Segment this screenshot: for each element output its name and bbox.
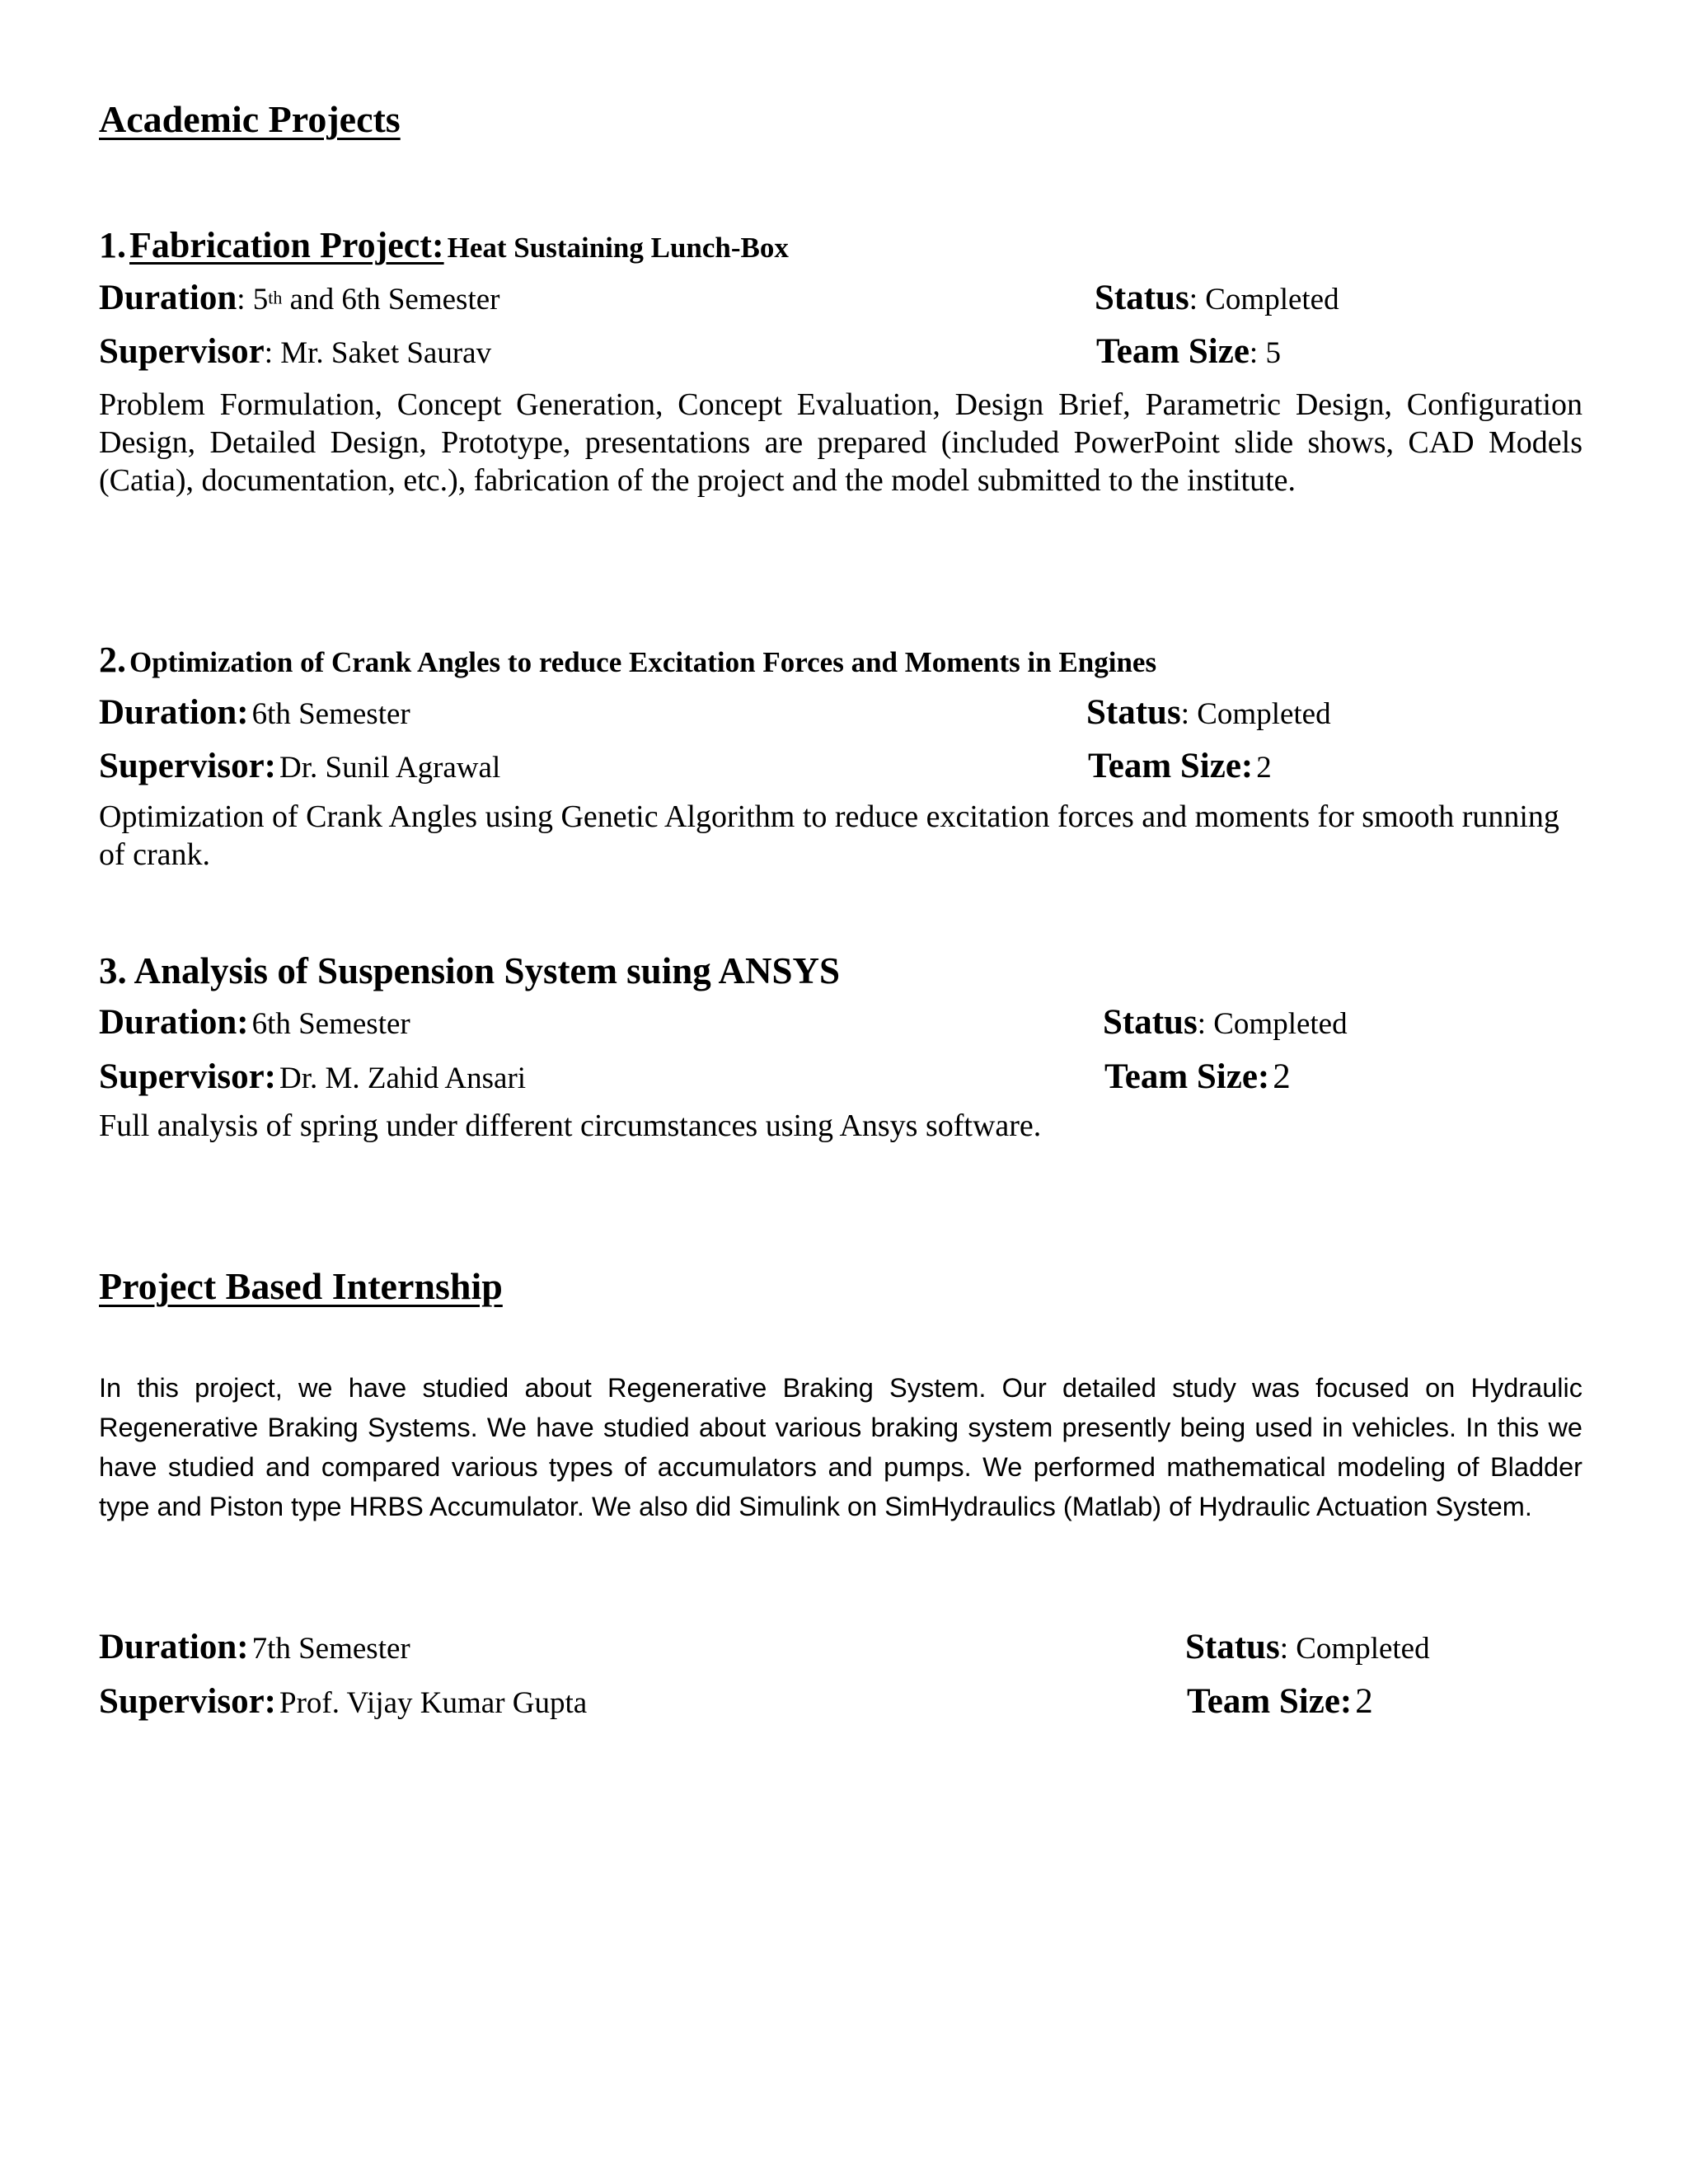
supervisor-value: Dr. Sunil Agrawal (279, 751, 501, 785)
supervisor-label: Supervisor: (99, 1057, 276, 1096)
team-size-label: Team Size: (1104, 1057, 1270, 1096)
project-1-title-main: Fabrication Project: (129, 225, 444, 265)
project-3-title: 3. Analysis of Suspension System suing ANSYS (99, 950, 841, 991)
status-value: Completed (1213, 1007, 1348, 1041)
supervisor-value: Prof. Vijay Kumar Gupta (279, 1686, 588, 1720)
duration-label: Duration: (99, 1628, 249, 1666)
duration-label: Duration: (99, 693, 249, 732)
status-label: Status (1086, 693, 1181, 732)
duration-value: 6th Semester (251, 697, 410, 731)
status-label: Status (1103, 1003, 1198, 1042)
project-2-supervisor (99, 746, 500, 786)
internship-heading: Project Based Internship (99, 1265, 503, 1307)
project-1-number: 1. (99, 225, 126, 265)
duration-value: 5 (252, 283, 269, 316)
supervisor-label: Supervisor: (99, 747, 276, 785)
supervisor-value: Dr. M. Zahid Ansari (279, 1062, 527, 1095)
team-size-value: 2 (1256, 751, 1272, 785)
project-1-team-size: Team Size: 5 (1096, 332, 1281, 371)
project-2-team-size (1088, 746, 1272, 786)
duration-value: 6th Semester (251, 1007, 410, 1041)
supervisor-label: Supervisor: (99, 1682, 276, 1721)
duration-superscript: th (268, 287, 283, 308)
project-3-description: Full analysis of spring under different circumstances using Ansys software. (99, 1108, 1042, 1143)
project-3-status: Status: Completed (1103, 1003, 1348, 1042)
internship-team-size (1187, 1681, 1373, 1722)
project-3-supervisor (99, 1057, 526, 1097)
team-size-label: Team Size (1096, 332, 1250, 371)
team-size-value: 5 (1265, 336, 1281, 370)
status-label: Status (1185, 1628, 1280, 1666)
team-size-label: Team Size: (1088, 747, 1254, 785)
project-1-duration: Duration: 5th and 6th Semester (99, 279, 500, 317)
project-1-title (99, 224, 789, 266)
project-1-status: Status: Completed (1095, 279, 1339, 317)
project-2-title (99, 639, 1156, 681)
status-value: Completed (1205, 283, 1339, 316)
duration-label: Duration: (99, 1003, 249, 1042)
team-size-label: Team Size: (1187, 1682, 1353, 1721)
supervisor-value: Mr. Saket Saurav (280, 336, 492, 370)
team-size-value: 2 (1355, 1682, 1373, 1721)
project-2-number: 2. (99, 640, 126, 680)
project-2-duration (99, 692, 410, 733)
project-2-title-text: Optimization of Crank Angles to reduce Excitation Forces and Moments in Engines (129, 646, 1157, 678)
internship-supervisor (99, 1681, 587, 1722)
supervisor-label: Supervisor (99, 332, 265, 371)
project-2-description: Optimization of Crank Angles using Genetic Algorithm to reduce excitation forces and moments for smooth running of crank. (99, 799, 1559, 872)
status-label: Status (1095, 279, 1189, 317)
status-value: Completed (1296, 1632, 1430, 1666)
duration-value: 7th Semester (251, 1632, 410, 1666)
project-3-duration (99, 1002, 410, 1043)
project-1-description: Problem Formulation, Concept Generation, Concept Evaluation, Design Brief, Parametric Design, Configuration Design, Detailed Design, Prototype, presentations are prepared (included PowerPoint slide shows, CAD Models (Catia), documentation, etc.), fabrication of the project and the model submitted to the institute. (99, 387, 1582, 498)
internship-description: In this project, we have studied about Regenerative Braking System. Our detailed study was focused on Hydraulic Regenerative Braking Systems. We have studied about various braking system presently being used in vehicles. In this we have studied and compared various types of accumulators and pumps. We performed mathematical modeling of Bladder type and Piston type HRBS Accumulator. We also did Simulink on SimHydraulics (Matlab) of Hydraulic Actuation System. (99, 1373, 1582, 1521)
duration-value-rest: and 6th Semester (282, 283, 500, 316)
project-2-status: Status: Completed (1086, 693, 1331, 732)
academic-projects-heading: Academic Projects (99, 98, 401, 140)
project-3-team-size (1104, 1057, 1291, 1097)
duration-label: Duration (99, 279, 237, 317)
internship-status: Status: Completed (1185, 1628, 1430, 1666)
project-1-supervisor: Supervisor: Mr. Saket Saurav (99, 332, 492, 371)
internship-duration (99, 1627, 410, 1667)
status-value: Completed (1197, 697, 1331, 731)
team-size-value: 2 (1273, 1057, 1291, 1096)
project-1-title-sub: Heat Sustaining Lunch-Box (447, 232, 789, 264)
